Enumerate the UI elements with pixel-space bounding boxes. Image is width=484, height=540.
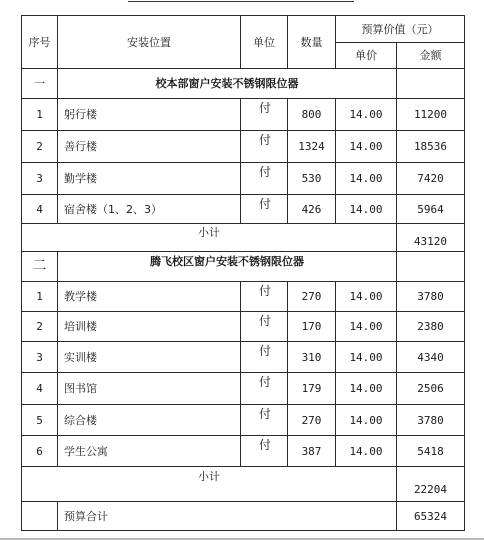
subtotal-amount: 43120	[397, 224, 465, 252]
row-amount: 2506	[397, 373, 465, 405]
header-unit-price: 单价	[336, 43, 397, 69]
row-quantity: 800	[288, 99, 336, 131]
row-location: 学生公寓	[58, 436, 241, 467]
header-amount: 金额	[397, 43, 465, 69]
section-header-row	[22, 69, 465, 99]
row-seq: 4	[22, 373, 58, 405]
section-title: 腾飞校区窗户安装不锈钢限位器	[58, 252, 397, 282]
row-amount: 3780	[397, 282, 465, 312]
header-budget-value: 预算价值（元）	[336, 16, 465, 43]
table-row	[22, 312, 465, 342]
row-unit: 付	[241, 99, 288, 131]
row-unit-price: 14.00	[336, 312, 397, 342]
header-seq: 序号	[22, 16, 58, 69]
total-row	[22, 502, 465, 531]
row-unit-price: 14.00	[336, 405, 397, 436]
row-unit-price: 14.00	[336, 195, 397, 224]
section-label: 一	[22, 69, 58, 99]
row-unit: 付	[241, 373, 288, 405]
row-amount: 11200	[397, 99, 465, 131]
table-row	[22, 131, 465, 163]
row-seq: 6	[22, 436, 58, 467]
subtotal-row	[22, 467, 465, 502]
row-amount: 5964	[397, 195, 465, 224]
row-unit: 付	[241, 195, 288, 224]
table-row	[22, 163, 465, 195]
section-title: 校本部窗户安装不锈钢限位器	[58, 69, 397, 99]
row-location: 实训楼	[58, 342, 241, 373]
row-quantity: 387	[288, 436, 336, 467]
subtotal-amount: 22204	[397, 467, 465, 502]
table-row	[22, 342, 465, 373]
row-unit-price: 14.00	[336, 436, 397, 467]
row-location: 培训楼	[58, 312, 241, 342]
row-quantity: 1324	[288, 131, 336, 163]
row-quantity: 179	[288, 373, 336, 405]
table-row	[22, 99, 465, 131]
row-quantity: 310	[288, 342, 336, 373]
row-quantity: 270	[288, 282, 336, 312]
subtotal-row	[22, 224, 465, 252]
row-unit: 付	[241, 131, 288, 163]
row-unit-price: 14.00	[336, 163, 397, 195]
row-seq: 3	[22, 342, 58, 373]
table-row	[22, 373, 465, 405]
row-seq: 4	[22, 195, 58, 224]
row-unit-price: 14.00	[336, 99, 397, 131]
total-amount: 65324	[397, 502, 465, 531]
row-location: 躬行楼	[58, 99, 241, 131]
row-location: 勤学楼	[58, 163, 241, 195]
row-amount: 7420	[397, 163, 465, 195]
row-seq: 5	[22, 405, 58, 436]
table-header-row	[22, 16, 465, 43]
row-quantity: 530	[288, 163, 336, 195]
row-unit: 付	[241, 282, 288, 312]
empty-cell	[22, 502, 58, 531]
row-quantity: 270	[288, 405, 336, 436]
total-label: 预算合计	[58, 502, 397, 531]
empty-cell	[397, 252, 465, 282]
row-quantity: 170	[288, 312, 336, 342]
row-location: 宿舍楼（1、2、3）	[58, 195, 241, 224]
row-unit-price: 14.00	[336, 342, 397, 373]
row-unit: 付	[241, 342, 288, 373]
row-seq: 1	[22, 99, 58, 131]
row-amount: 18536	[397, 131, 465, 163]
row-seq: 2	[22, 131, 58, 163]
header-location: 安装位置	[58, 16, 241, 69]
row-unit-price: 14.00	[336, 373, 397, 405]
row-amount: 5418	[397, 436, 465, 467]
row-unit-price: 14.00	[336, 282, 397, 312]
row-amount: 3780	[397, 405, 465, 436]
row-seq: 2	[22, 312, 58, 342]
row-seq: 3	[22, 163, 58, 195]
row-location: 善行楼	[58, 131, 241, 163]
top-divider-line	[128, 1, 354, 2]
subtotal-label: 小计	[22, 467, 397, 502]
row-location: 综合楼	[58, 405, 241, 436]
row-location: 图书馆	[58, 373, 241, 405]
table-row	[22, 195, 465, 224]
table-row	[22, 436, 465, 467]
row-location: 教学楼	[58, 282, 241, 312]
header-quantity: 数量	[288, 16, 336, 69]
section-label: 二	[22, 252, 58, 282]
row-unit: 付	[241, 312, 288, 342]
row-unit: 付	[241, 405, 288, 436]
budget-table	[21, 15, 465, 531]
subtotal-label: 小计	[22, 224, 397, 252]
row-unit: 付	[241, 163, 288, 195]
header-unit: 单位	[241, 16, 288, 69]
row-amount: 2380	[397, 312, 465, 342]
table-row	[22, 405, 465, 436]
row-unit-price: 14.00	[336, 131, 397, 163]
empty-cell	[397, 69, 465, 99]
row-unit: 付	[241, 436, 288, 467]
table-row	[22, 282, 465, 312]
row-quantity: 426	[288, 195, 336, 224]
section-header-row	[22, 252, 465, 282]
row-amount: 4340	[397, 342, 465, 373]
row-seq: 1	[22, 282, 58, 312]
